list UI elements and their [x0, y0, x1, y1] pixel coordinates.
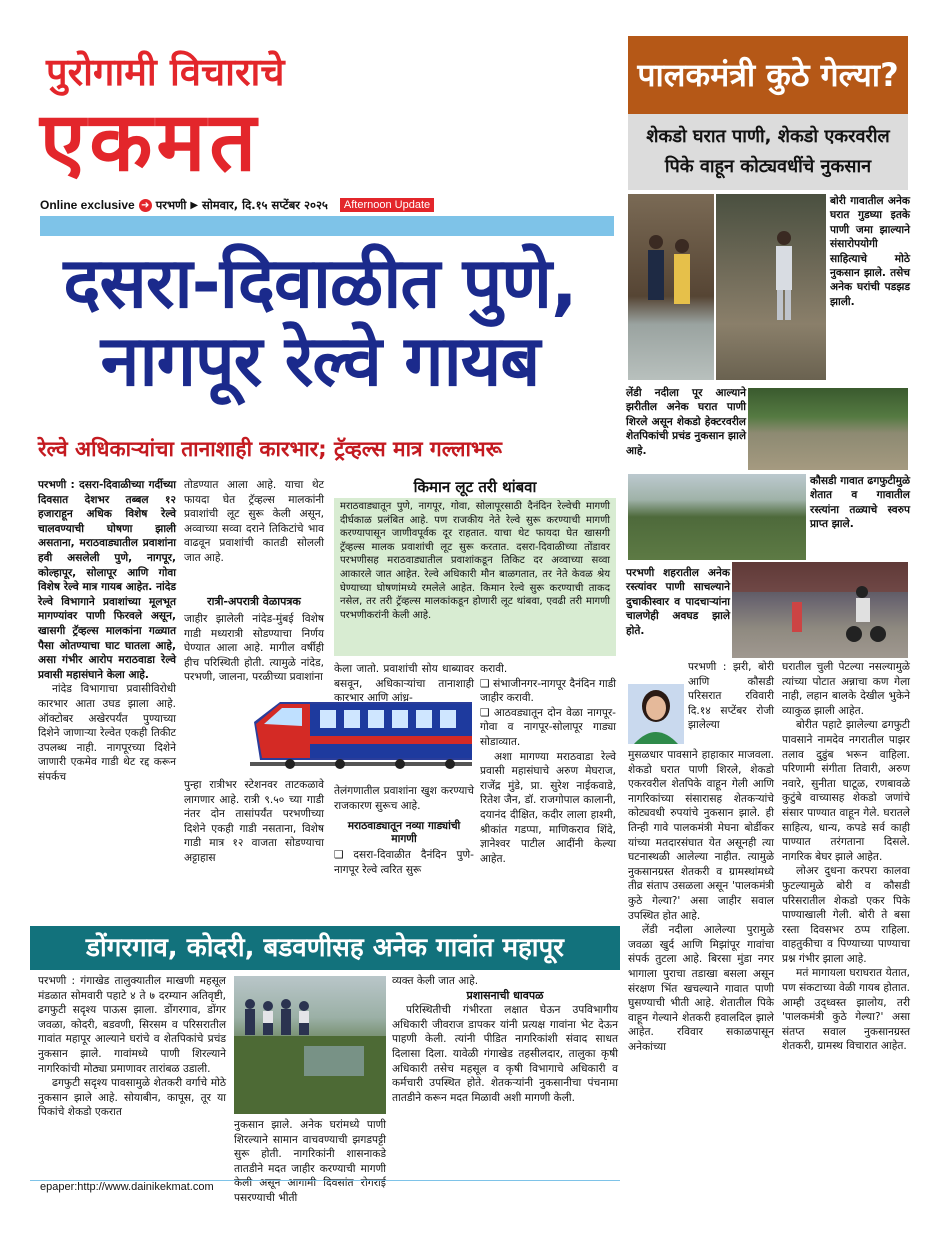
man-standing-icon — [716, 194, 826, 380]
caption-lendi: लेंडी नदीला पूर आल्याने झरीतील अनेक घरात पाणी शिरले असून शेकडो हेक्टरवरील शेतपिकांची प्रचंड नुकसान झाले आहे. — [626, 387, 746, 457]
main-column-1 — [38, 478, 176, 908]
people-group-icon — [234, 976, 386, 1114]
editorial-box-text: मराठवाड्यातून पुणे, नागपूर, गोवा, सोलापूरसाठी दैनंदिन रेल्वेची मागणी दीर्घकाळ प्रलंबित आहे. पण राजकीय नेते रेल्वे सुरू करण्याची मागणी करण्यापासून जाणीवपूर्वक दूर राहतात. याचा थेट फायदा घेत खासगी ट्रॅव्हल्स मालक प्रवाशांची लूट सुरू करतात. दसरा-दिवाळीच्या तोंडावर परभणीसह मराठवाड्यातील प्रवाशांकडून तिकिट दर अव्वाच्या सव्वा आकारले जात आहेत. रेल्वे अधिकारी मौन बाळगतात, तर नेते केवळ श्रेय घेण्याच्या घोषणांमध्ये रमलेले आहेत. किमान रेल्वे सुरू करण्याची ताकद नसेल, तर तरी ट्रॅव्हल्स मालकांकडून होणारी लूट थांबवा, एवढी तरी मागणी परभणीकरांनी केली आहे. — [340, 501, 610, 621]
flood-headline: डोंगरगाव, कोदरी, बडवणीसह अनेक गावांत महापूर — [86, 933, 564, 963]
afternoon-update-badge: Afternoon Update — [340, 198, 434, 212]
main-col2-subheading: रात्री-अपरात्री वेळापत्रक — [207, 595, 301, 608]
editorial-box — [334, 476, 616, 656]
caption-bori: बोरी गावातील अनेक घरात गुडघ्या इतके पाणी जमा झाल्याने संसारोपयोगी साहित्याचे मोठे नुकसान झाले. तसेच अनेक घरांची पडझड झाली. — [830, 195, 910, 308]
main-col3-p1: केला जातो. प्रवाशांची सोय धाब्यावर बसवून, अधिकाऱ्यांचा तानाशाही कारभार आणि आंध्र- — [334, 663, 474, 705]
flood-photo — [234, 976, 386, 1114]
flood-p1: परभणी : गंगाखेड तालुक्यातील माखणी महसूल मंडळात सोमवारी पहाटे ४ ते ७ दरम्यान अतिवृष्टी, ढगफुटी सदृश्य पाऊस झाला. डोंगरगाव, डोंगर जवळा, कोदरी, बडवणी, सिरसम व परिसरातील गावांत महापूर आल्याने घरांचे व शेतपिकांचे प्रचंड नुकसान झाले. गावांमध्ये पाणी शिरल्याने नागरिकांची मोठ्या प्रमाणावर तारांबळ उडाली. — [38, 975, 226, 1075]
flood-p5: परिस्थितीची गंभीरता लक्षात घेऊन उपविभागीय अधिकारी जीवराज डापकर यांनी प्रत्यक्ष गावांना भेट देऊन पाहणी केली. त्यांनी पीडित नागरिकांशी संवाद साधत दिलासा दिला. यावेळी गंगाखेड तहसीलदार, तालुका कृषी अधिकारी तसेच महसूल व कृषी विभागाचे अधिकारी व कर्मचारी उपस्थित होते. शेतकऱ्यांनी नुकसानीचा पंचनामा तातडीने करून मदत मिळावी अशी मागणी केली. — [392, 1004, 618, 1104]
right-col1-body: मुसळधार पावसाने हाहाकार माजवला. शेकडो घरात पाणी शिरले, शेकडो एकरवरील शेतपिके वाहून गेली आणि नागरिकांच्या संसारासह शेतकऱ्यांचे कोट्यवधी रुपयांचे नुकसान झाले. ही तिन्ही गावे पालकमंत्री मेघना बोर्डीकर यांच्या मतदारसंघात येत असूनही त्या घटनास्थळी आलेल्या नाहीत. त्यामुळे नुकसानग्रस्त शेतकरी व ग्रामस्थांमध्ये तीव्र संताप उसळला असून 'पालकमंत्री कुठे गेल्या?' असा जाहीर सवाल उपस्थित होत आहे. — [628, 749, 774, 922]
main-column-3 — [334, 662, 474, 730]
motorcycle-rider-icon — [732, 562, 908, 658]
main-headline — [20, 244, 620, 400]
flood-column-3 — [392, 974, 618, 1170]
river-flood-photo — [748, 388, 908, 470]
guardian-minister-portrait — [628, 684, 684, 744]
epaper-url: epaper:http://www.dainikekmat.com — [40, 1181, 214, 1193]
right-col1-p2: लेंडी नदीला आलेल्या पुरामुळे जवळा खुर्द आणि मिझांपूर गावांचा संपर्क तुटला आहे. बिरसा मुंडा नगर भागाला पुराचा तडाखा बसला असून संरक्षण भिंत खचल्याने गावात पाणी घुसण्याची भीती आहे. शेतातील पिके वाहून गेल्याने शेतकरी हवालदिल झाले आहेत. रविवार सकाळपासून अनेकांच्या — [628, 924, 774, 1053]
main-col2-p1: तोडण्यात आला आहे. याचा थेट फायदा घेत ट्रॅव्हल्स मालकांनी प्रवाशांची लूट सुरू केली असून, अव्वाच्या सव्वा दराने तिकिटांचे भाव वाढवून प्रवाशांची कातडी सोलली जात आहे. — [184, 479, 324, 564]
right-headline-bar — [628, 36, 908, 114]
flood-column-1 — [38, 974, 226, 1170]
main-column-4 — [480, 662, 616, 910]
flood-column-2 — [234, 1118, 386, 1204]
main-col2-p3: पुन्हा रात्रीभर स्टेशनवर ताटकळावे लागणार आहे. रात्री ९.५० च्या गाडी नंतर दोन तासांपर्यंत परभणीच्या दिशेने एकही गाडी नसताना, विशेष गाडी मात्र १२ वाजता सोडण्याचा अट्टाहास — [184, 779, 324, 864]
main-col4-p4: अशा मागण्या मराठवाडा रेल्वे प्रवासी महासंघाचे अरुण मेघराज, राजेंद्र मुंडे, प्रा. सुरेश नाईकवाडे, रितेश जैन, डॉ. राजगोपाल कालानी, दयानंद दीक्षित, कदीर लाला हाश्मी, श्रीकांत गडप्पा, माणिकराव शिंदे, ज्ञानेश्वर पाटील आदींनी केल्या आहेत. — [480, 750, 616, 865]
online-exclusive-label: Online exclusive — [40, 198, 135, 212]
right-col2-p1: घरातील चुली पेटल्या नसल्यामुळे त्यांच्या पोटात अन्नाचा कण गेला नाही, लहान बालके देखील भुकेने व्याकुळ झाली आहेत. — [782, 661, 910, 717]
right-col2-p3: लोअर दुधना करपरा कालवा फुटल्यामुळे बोरी व कौसडी परिसरातील शेकडो एकर पिके पाण्याखाली गेली. बोरी ते बसा रस्ता दिवसभर ठप्प राहिला. वाहतुकीचा व पिण्याच्या पाण्याचा प्रश्न गंभीर झाला आहे. — [782, 865, 910, 965]
main-col4-p3: ❑ आठवड्यातून दोन वेळा नागपूर-गोवा व नागपूर-सोलापूर गाड्या सोडाव्यात. — [480, 706, 616, 748]
dateline-city: परभणी — [155, 197, 187, 212]
right-headline: पालकमंत्री कुठे गेल्या? — [637, 56, 899, 94]
waterlogged-street-photo — [732, 562, 908, 658]
right-col2-p2: बोरीत पहाटे झालेल्या ढगफुटी पावसाने नामदेव नगरातील पाझर तलाव दुडुंब भरून वाहिला. परिणामी संगीता तिवारी, अरुण नवारे, सुनीता घाटूळ, रणबावळे कुटुंबे वाच्यासह शेकडो जणांचे संसार पाण्यात वाहून गेले. घरातले साहित्य, धान्य, कपडे सर्व काही पाण्यात तरंगताना दिसले. नागरिक बेघर झाले आहेत. — [782, 719, 910, 863]
waterlogged-field-photo — [628, 474, 806, 560]
main-headline-line1: दसरा-दिवाळीत पुणे, — [63, 242, 577, 324]
flood-p2: ढगफुटी सदृश्य पावसामुळे शेतकरी वर्गाचे मोठे नुकसान झाले आहे. सोयाबीन, कापूस, तूर या पिकांचे शेकडो एकरात — [38, 1077, 226, 1119]
play-arrow-icon: ▶ — [190, 199, 199, 211]
caption-parbhani: परभणी शहरातील अनेक रस्त्यांवर पाणी साचल्याने दुचाकीस्वार व पादचाऱ्यांना चालणेही अवघड झाले होते. — [626, 567, 730, 637]
right-column-2 — [782, 660, 910, 1180]
flood-headline-bar — [30, 926, 620, 970]
main-col3-p2-block — [334, 784, 474, 816]
arrow-circle-icon: ➜ — [139, 199, 152, 212]
masthead-blue-rule — [40, 216, 614, 236]
right-column-1 — [628, 748, 774, 1180]
main-col3-p3: ❑ दसरा-दिवाळीत दैनंदिन पुणे-नागपूर रेल्वे त्वरित सुरू — [334, 849, 474, 876]
flood-p4: व्यक्त केली जात आहे. — [392, 975, 479, 987]
main-headline-line2: नागपूर रेल्वे गायब — [100, 320, 540, 402]
dateline-bar — [40, 196, 620, 214]
main-col2-p3-block — [184, 778, 324, 910]
main-col1-p2: नांदेड विभागाचा प्रवासीविरोधी कारभार आता उघड झाला आहे. ऑक्टोबर अखेरपर्यंत पुण्याच्या दिशेने जाणाऱ्या रेल्वेत एकही तिकीट उपलब्ध नाही. नागपूरच्या दिशेने जाणारी एकमेव गाडी थेट रद्द करून संपर्कच — [38, 683, 176, 783]
flood-p3: नुकसान झाले. अनेक घरांमध्ये पाणी शिरल्याने सामान वाचवण्याची झगडपट्टी सुरू होती. नागरिकांनी शासनाकडे तातडीने मदत जाहीर करण्याची मागणी केली असून आगामी दिवसांत रोगराई पसरण्याची भीती — [234, 1119, 386, 1204]
main-col3-subheading: मराठवाड्यातून नव्या गाड्यांची मागणी — [347, 820, 461, 845]
main-col4-p1: करावी. — [480, 663, 508, 675]
masthead-tagline: पुरोगामी विचाराचे — [46, 50, 285, 94]
right-subhead: शेकडो घरात पाणी, शेकडो एकरवरील पिके वाहून कोट्यवधींचे नुकसान — [646, 126, 890, 177]
person-icon — [628, 194, 714, 380]
masthead-title: एकमत — [40, 95, 261, 190]
flood-subheading: प्रशासनाची धावपळ — [466, 988, 544, 1002]
main-subheadline: रेल्वे अधिकाऱ्यांचा तानाशाही कारभार; ट्रॅव्हल्स मात्र गल्लाभरू — [38, 437, 502, 461]
woman-portrait-icon — [628, 684, 684, 744]
collapsed-wall-photo — [716, 194, 826, 380]
right-subhead-box — [628, 114, 908, 190]
main-col4-p2: ❑ संभाजीनगर-नागपूर दैनंदिन गाडी जाहीर करावी. — [480, 677, 616, 705]
right-col2-p4: मतं मागायला घराघरात येतात, पण संकटाच्या वेळी गायब होतात. आम्ही उद्ध्वस्त झालोय, तरी 'पालकमंत्री कुठे गेल्या?' असा संतप्त सवाल नुकसानग्रस्त शेतकरी, ग्रामस्थ विचारात आहेत. — [782, 967, 910, 1053]
right-col1-lead-text: परभणी : झरी, बोरी आणि कौसडी परिसरात रविवारी दि.१४ सप्टेंबर रोजी झालेल्या — [688, 661, 774, 732]
flooded-house-photo — [628, 194, 714, 380]
main-col3-p3-block — [334, 848, 474, 908]
main-col3-p2: तेलंगणातील प्रवाशांना खुश करण्याचे राजकारण सुरूच आहे. — [334, 785, 474, 812]
caption-kausadi: कौसडी गावात ढगफुटीमुळे शेतात व गावातील रस्त्यांना तळ्याचे स्वरुप प्राप्त झाले. — [810, 475, 910, 531]
editorial-box-title: किमान लूट तरी थांबवा — [334, 476, 616, 498]
main-column-2 — [184, 478, 324, 588]
right-col1-lead — [688, 660, 774, 748]
dateline-date: सोमवार, दि.१५ सप्टेंबर २०२५ — [202, 197, 328, 212]
main-col2-p2: जाहीर झालेली नांदेड-मुंबई विशेष गाडी मध्यरात्री सोडण्याचा निर्णय घेण्यात आला आहे. मागील वर्षीही हीच परिस्थिती होती. त्यामुळे नांदेड, परभणी, जालना, परळीच्या प्रवाशांना — [184, 613, 324, 684]
main-col1-p1: परभणी : दसरा-दिवाळीच्या गर्दीच्या दिवसात देशभर तब्बल १२ हजाराहून अधिक विशेष रेल्वे चालवण्याची घोषणा झाली असताना, मराठवाड्यातील प्रवाशांना हवी असलेली पुणे, नागपूर, कोल्हापूर, सोलापूर आणि गोवा विशेष रेल्वे मात्र गायब आहेत. नांदेड रेल्वे विभागाने प्रवाशांच्या मूलभूत मागण्यांवर पाणी फिरवले असून, खासगी ट्रॅव्हल्स मालकांना गळ्यात पैसा ओतण्याचा घाट घातला आहे, असा गंभीर आरोप मराठवाडा रेल्वे प्रवासी महासंघाने केला आहे. — [38, 479, 176, 681]
